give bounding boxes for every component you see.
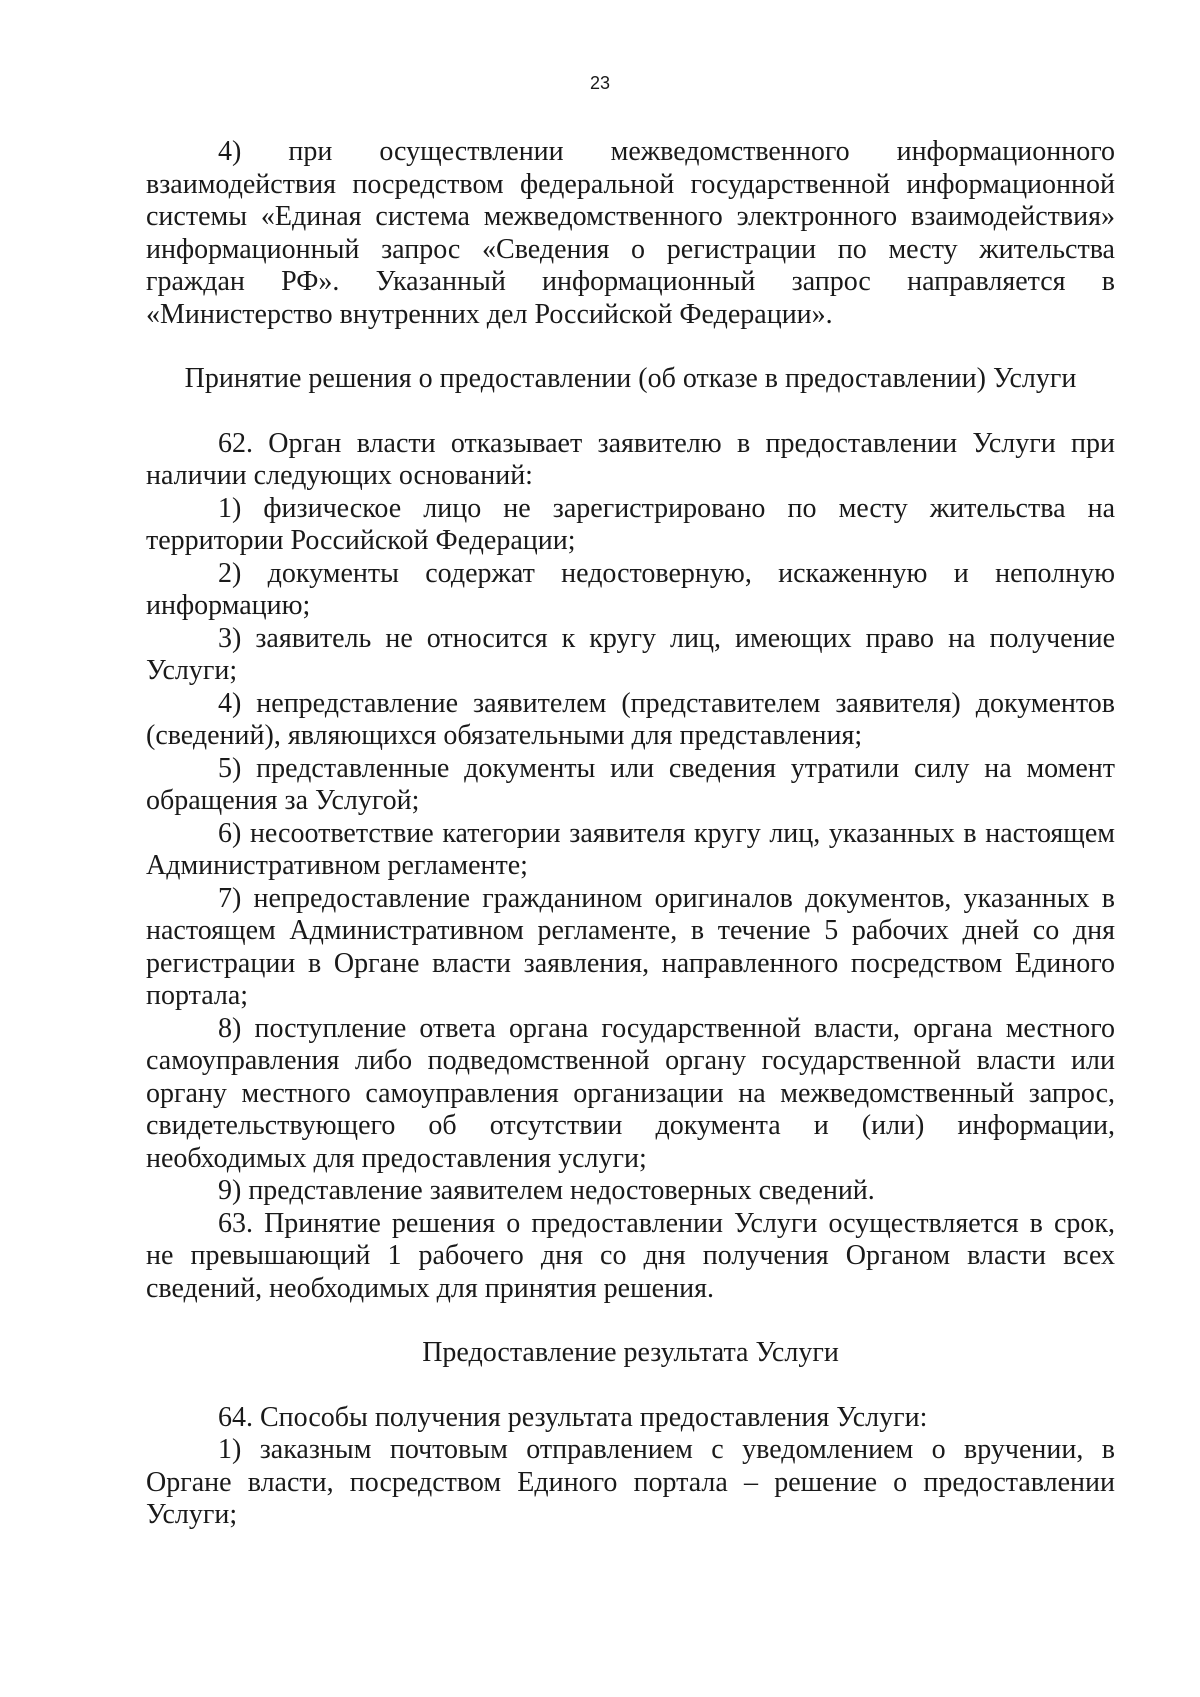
document-body — [146, 136, 1115, 1532]
list-item-refusal-2: 2) документы содержат недостоверную, искаженную и неполную информацию; — [146, 557, 1115, 621]
section-decision — [146, 428, 1115, 1306]
page-number: 23 — [589, 73, 611, 93]
paragraph-interagency-request: 4) при осуществлении межведомственного информационного взаимодействия посредством федеральной государственной информационной системы «Единая система межведомственного электронного взаимодействия» информационный запрос «Сведения о регистрации по месту жительства граждан РФ». Указанный информационный запрос направляется в «Министерство внутренних дел Российской Федерации». — [146, 136, 1115, 330]
section-heading-decision: Принятие решения о предоставлении (об отказе в предоставлении) Услуги — [184, 363, 1077, 394]
list-item-refusal-9: 9) представление заявителем недостоверных сведений. — [218, 1175, 875, 1206]
list-item-result-1: 1) заказным почтовым отправлением с уведомлением о вручении, в Органе власти, посредством Единого портала – решение о предоставлении Услуги; — [146, 1434, 1115, 1530]
list-item-refusal-8: 8) поступление ответа органа государственной власти, органа местного самоуправления либо подведомственной органу государственной власти или органу местного самоуправления организации на межведомственный запрос, свидетельствующего об отсутствии документа и (или) информации, необходимых для предоставления услуги; — [146, 1012, 1115, 1174]
list-item-refusal-4: 4) непредставление заявителем (представителем заявителя) документов (сведений), являющихся обязательными для представления; — [146, 687, 1115, 751]
section-result — [146, 1402, 1115, 1532]
paragraph-64: 64. Способы получения результата предоставления Услуги: — [218, 1401, 928, 1433]
paragraph-63: 63. Принятие решения о предоставлении Услуги осуществляется в срок, не превышающий 1 рабочего дня со дня получения Органом власти всех сведений, необходимых для принятия решения. — [146, 1207, 1115, 1304]
list-item-refusal-1: 1) физическое лицо не зарегистрировано по месту жительства на территории Российской Федерации; — [146, 492, 1115, 556]
list-item-refusal-3: 3) заявитель не относится к кругу лиц, имеющих право на получение Услуги; — [146, 622, 1115, 686]
section-heading-result: Предоставление результата Услуги — [422, 1337, 839, 1368]
list-item-refusal-6: 6) несоответствие категории заявителя кругу лиц, указанных в настоящем Административном регламенте; — [146, 817, 1115, 881]
paragraph-62: 62. Орган власти отказывает заявителю в предоставлении Услуги при наличии следующих оснований: — [146, 427, 1115, 491]
list-item-refusal-7: 7) непредоставление гражданином оригиналов документов, указанных в настоящем Административном регламенте, в течение 5 рабочих дней со дня регистрации в Органе власти заявления, направленного посредством Единого портала; — [146, 882, 1115, 1011]
list-item-refusal-5: 5) представленные документы или сведения утратили силу на момент обращения за Услугой; — [146, 752, 1115, 816]
